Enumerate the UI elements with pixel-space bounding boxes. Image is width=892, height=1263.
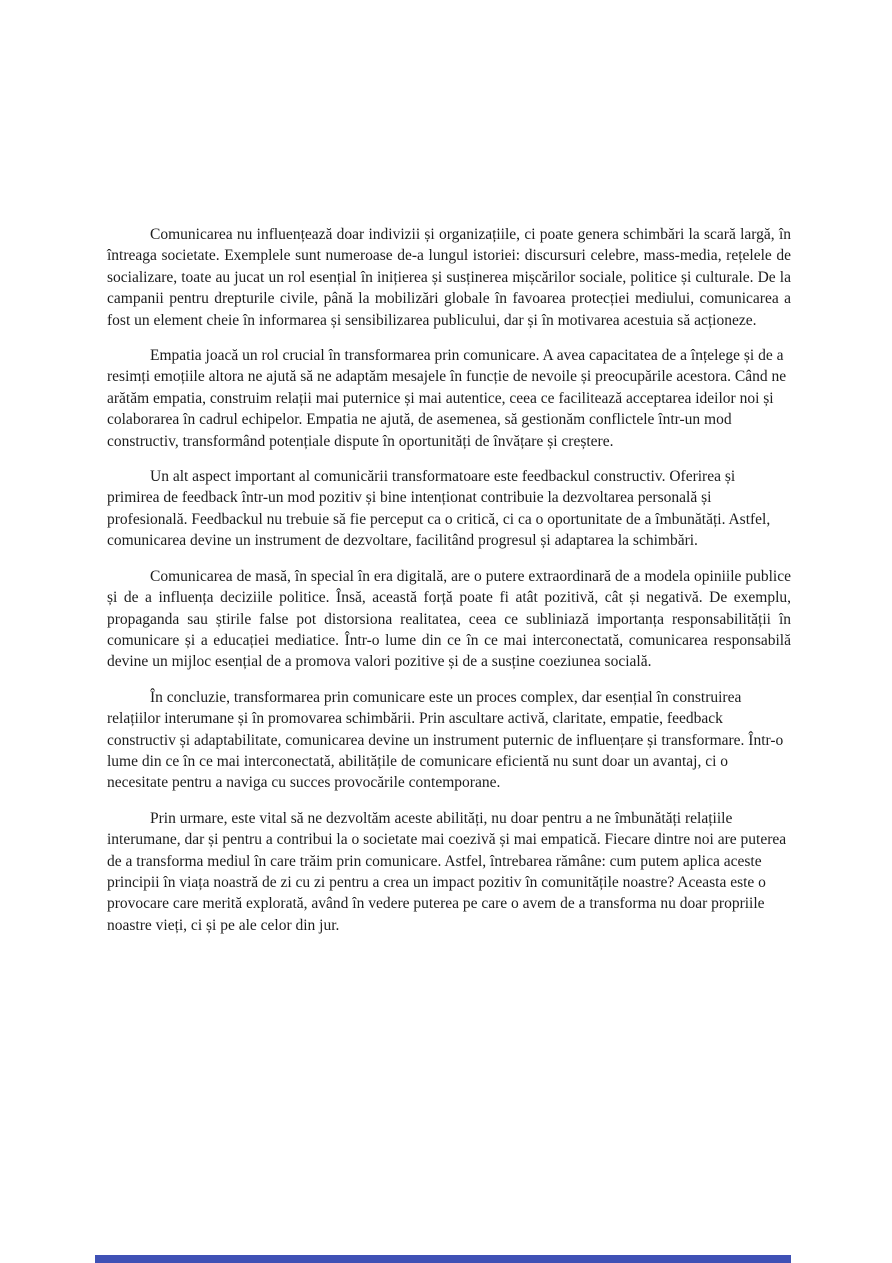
paragraph-mass-communication: Comunicarea de masă, în special în era digitală, are o putere extraordinară de a modela opiniile publice și de a influența deciziile politice. Însă, această forță poate fi atât pozitivă, cât și negativă. De exemplu, propaganda sau știrile false pot distorsiona realitatea, ceea ce subliniază importanța responsabilității în comunicare și a educației mediatice. Într-o lume din ce în ce mai interconectată, comunicarea responsabilă devine un mijloc esențial de a promova valori pozitive și de a susține coeziunea socială. <box>107 567 791 671</box>
paragraph-empathy: Empatia joacă un rol crucial în transformarea prin comunicare. A avea capacitatea de a înțelege și de a resimți emoțiile altora ne ajută să ne adaptăm mesajele în funcție de nevoile și preocupările acestora. Când ne arătăm empatia, construim relații mai puternice și mai autentice, ceea ce facilitează acceptarea ideilor noi și colaborarea în cadrul echipelor. Empatia ne ajută, de asemenea, să gestionăm conflictele într-un mod constructiv, transformând potențiale dispute în oportunități de învățare și creștere. <box>107 347 787 450</box>
text-column <box>107 224 791 950</box>
paragraph-communication-society: Comunicarea nu influențează doar indivizii și organizațiile, ci poate genera schimbări la scară largă, în întreaga societate. Exemplele sunt numeroase de-a lungul istoriei: discursuri celebre, mass-media, rețelele de socializare, toate au jucat un rol esențial în inițierea și susținerea mișcărilor sociale, politice și culturale. De la campanii pentru drepturile civile, până la mobilizări globale în favoarea protecției mediului, comunicarea a fost un element cheie în informarea și sensibilizarea publicului, dar și în motivarea acestuia să acționeze. <box>107 226 791 329</box>
paragraph-feedback: Un alt aspect important al comunicării transformatoare este feedbackul constructiv. Oferirea și primirea de feedback într-un mod pozitiv și bine intenționat contribuie la dezvoltarea personală și profesională. Feedbackul nu trebuie să fie perceput ca o critică, ci ca o oportunitate de a îmbunătăți. Astfel, comunicarea devine un instrument de dezvoltare, facilitând progresul și adaptarea la schimbări. <box>107 468 771 550</box>
next-page-element-edge <box>95 1255 791 1263</box>
paragraph-call-to-action: Prin urmare, este vital să ne dezvoltăm aceste abilități, nu doar pentru a ne îmbunătăți relațiile interumane, dar și pentru a contribui la o societate mai coezivă și mai empatică. Fiecare dintre noi are puterea de a transforma mediul în care trăim prin comunicare. Astfel, întrebarea rămâne: cum putem aplica aceste principii în viața noastră de zi cu zi pentru a crea un impact pozitiv în comunitățile noastre? Aceasta este o provocare care merită explorată, având în vedere puterea pe care o avem de a transforma nu doar propriile noastre vieți, ci și pe ale celor din jur. <box>107 809 787 934</box>
paragraph-conclusion: În concluzie, transformarea prin comunicare este un proces complex, dar esențial în construirea relațiilor interumane și în promovarea schimbării. Prin ascultare activă, claritate, empatie, feedback constructiv și adaptabilitate, comunicarea devine un instrument puternic de influențare și transformare. Într-o lume din ce în ce mai interconectată, abilitățile de comunicare eficientă nu sunt doar un avantaj, ci o necesitate pentru a naviga cu succes provocările contemporane. <box>107 688 784 792</box>
